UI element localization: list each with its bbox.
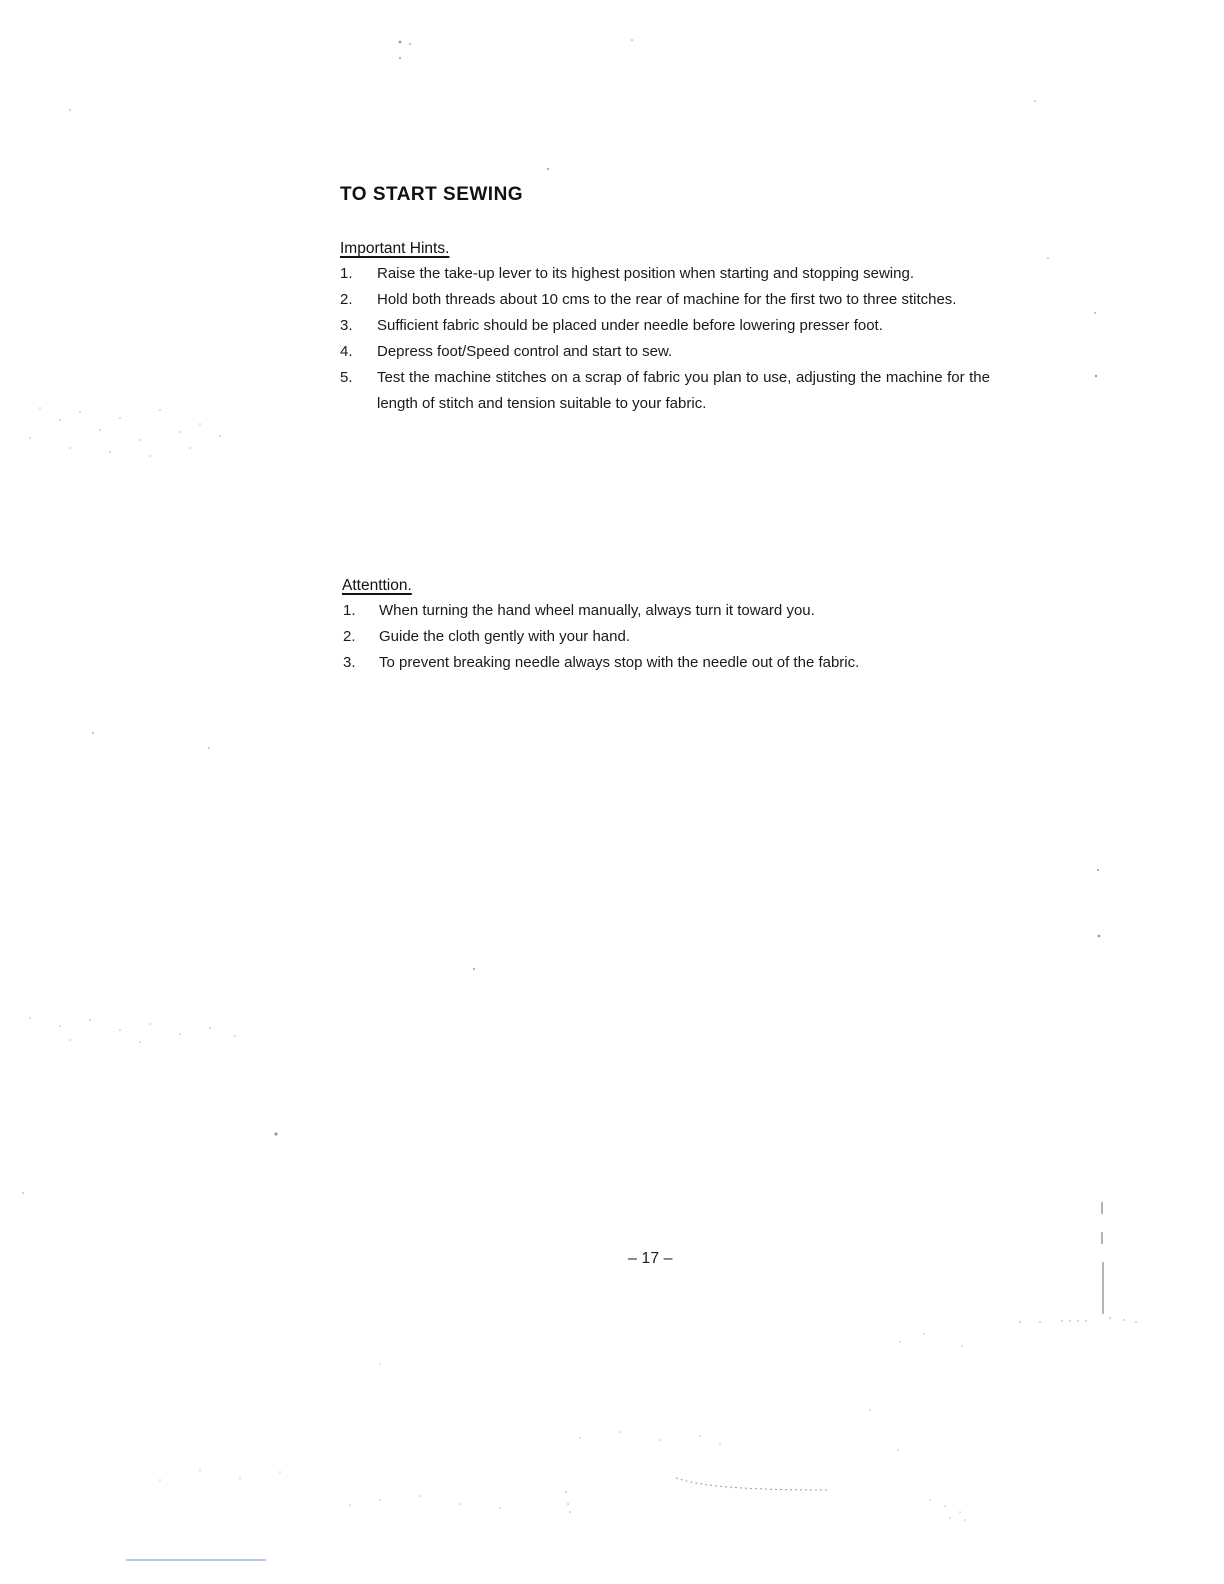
list-item [340,261,990,287]
page-title: TO START SEWING [340,184,524,205]
item-text: Depress foot/Speed control and start to sew. [377,343,673,360]
item-number: 5. [340,369,353,386]
item-text: To prevent breaking needle always stop with the needle out of the fabric. [379,654,860,671]
attention-heading: Attenttion. [342,577,412,594]
list-item [340,313,990,339]
item-number: 3. [340,317,353,334]
item-number: 1. [343,602,356,619]
item-number: 1. [340,265,353,282]
list-item [343,650,983,676]
attention-list [343,598,983,676]
list-item [340,365,990,417]
list-item [343,624,983,650]
item-text: Sufficient fabric should be placed under needle before lowering presser foot. [377,317,883,334]
item-number: 2. [343,628,356,645]
item-number: 2. [340,291,353,308]
item-number: 3. [343,654,356,671]
hints-heading: Important Hints. [340,240,450,257]
hints-list [340,261,990,417]
list-item [340,287,990,313]
list-item [340,339,990,365]
item-text: Guide the cloth gently with your hand. [379,628,630,645]
list-item [343,598,983,624]
item-number: 4. [340,343,353,360]
item-text: Test the machine stitches on a scrap of fabric you plan to use, adjusting the machine for the length of stitch and tension suitable to your fabric. [377,369,990,412]
item-text: Raise the take-up lever to its highest position when starting and stopping sewing. [377,265,914,282]
page-number: – 17 – [628,1250,673,1267]
item-text: Hold both threads about 10 cms to the rear of machine for the first two to three stitches. [377,291,957,308]
item-text: When turning the hand wheel manually, always turn it toward you. [379,602,815,619]
